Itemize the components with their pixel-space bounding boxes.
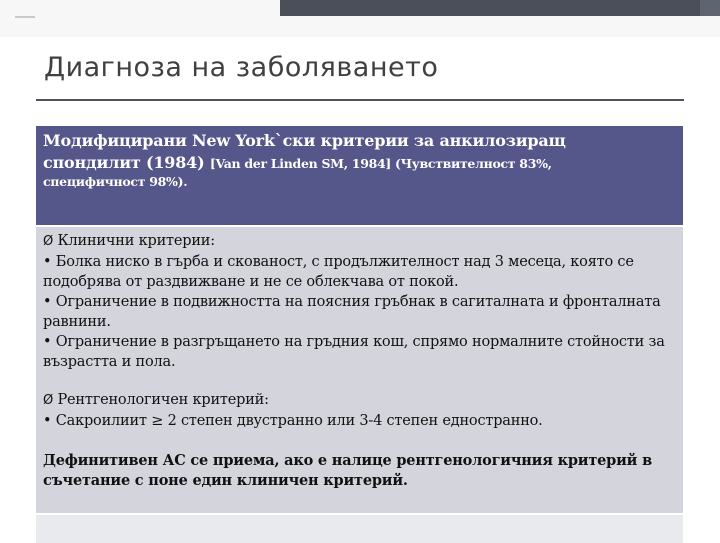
header-line-2-main: спондилит (1984): [43, 153, 210, 172]
clinical-item-2: • Ограничение в подвижността на поясния гръбнак в сагиталната и фронталната равнини.: [43, 294, 661, 330]
title-underline: [36, 99, 684, 101]
table-header-row: [36, 126, 684, 226]
table-body-row: [36, 226, 684, 514]
xray-heading-text: Рентгенологичен критерий:: [57, 392, 269, 408]
clinical-item-3: • Ограничение в разгръщането на гръдния кош, спрямо нормалните стойности за възрастта и пола.: [43, 334, 665, 370]
table-empty-row: [36, 514, 684, 543]
arrow-bullet-icon: Ø: [43, 393, 54, 408]
corner-dash: [15, 16, 35, 18]
header-line-2-citation: [Van der Linden SM, 1984] (Чувствителност 83%,: [209, 156, 552, 171]
xray-item-1: • Сакроилиит ≥ 2 степен двустранно или 3-4 степен едностранно.: [43, 413, 543, 429]
definitive-statement: Дефинитивен АС се приема, ако е налице рентгенологичния критерий в съчетание с поне един клиничен критерий.: [43, 452, 652, 489]
header-line-3: специфичност 98%).: [43, 174, 188, 189]
top-accent-cap: [700, 0, 720, 16]
clinical-heading: [43, 231, 675, 252]
arrow-bullet-icon: Ø: [43, 234, 54, 249]
spacer: [43, 431, 675, 451]
spacer: [43, 372, 675, 390]
xray-heading: [43, 390, 675, 411]
header-line-1: Модифицирани New York`ски критерии за анкилозиращ: [43, 131, 566, 150]
table-empty-cell: [36, 514, 684, 543]
table-header-cell: [36, 126, 684, 226]
criteria-table: [36, 126, 685, 543]
clinical-heading-text: Клинични критерии:: [57, 233, 215, 249]
header-line-2: [43, 152, 675, 174]
slide-title: Диагноза на заболяването: [44, 52, 439, 83]
top-accent-bar: [280, 0, 700, 16]
table-body-cell: [36, 226, 684, 514]
clinical-item-1: • Болка ниско в гърба и скованост, с продължителност над 3 месеца, която се подобрява от раздвижване и не се облекчава от покой.: [43, 254, 634, 290]
